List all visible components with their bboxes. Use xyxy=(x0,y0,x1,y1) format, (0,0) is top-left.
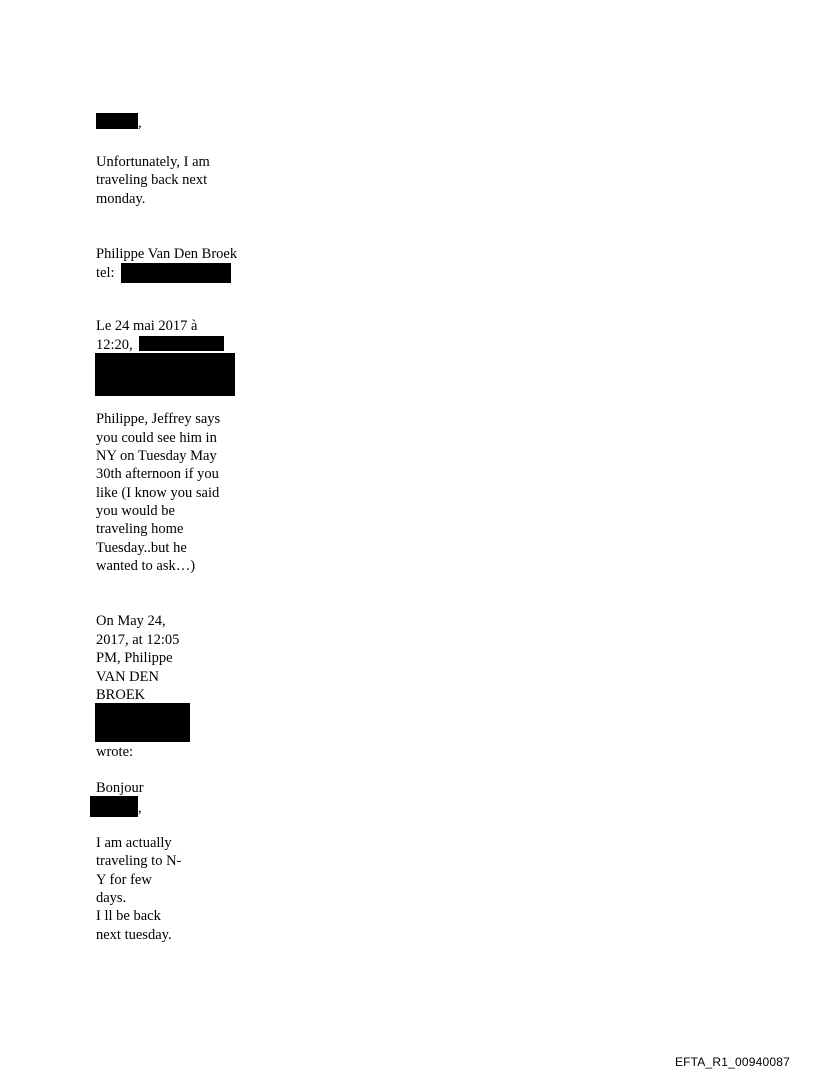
greeting-suffix: , xyxy=(138,115,142,131)
quote2-header-line: BROEK xyxy=(96,687,146,703)
quote1-line: wanted to ask…) xyxy=(96,558,196,574)
quote1-line: you would be xyxy=(96,503,175,519)
quote2-salutation: Bonjour xyxy=(96,780,144,796)
quote1-line: traveling home xyxy=(96,521,184,537)
quote1-line: like (I know you said xyxy=(96,485,220,501)
quote2-line: next tuesday. xyxy=(96,927,172,943)
redaction-sender-email-2 xyxy=(95,703,190,742)
signature-name: Philippe Van Den Broek xyxy=(96,246,238,262)
quote1-line: 30th afternoon if you xyxy=(96,466,219,482)
quote1-line: Tuesday..but he xyxy=(96,540,187,556)
quote1-line: Philippe, Jeffrey says xyxy=(96,411,221,427)
quote2-header-line: VAN DEN xyxy=(96,669,159,685)
redaction-sender-name xyxy=(139,336,224,351)
quote2-line: traveling to N- xyxy=(96,853,182,869)
document-id: EFTA_R1_00940087 xyxy=(674,1055,790,1069)
quote1-line: NY on Tuesday May xyxy=(96,448,217,464)
reply-line: Unfortunately, I am xyxy=(96,154,210,170)
quote1-header-line: Le 24 mai 2017 à xyxy=(96,318,198,334)
quote2-header-line: On May 24, xyxy=(96,613,166,629)
quote2-wrote: wrote: xyxy=(96,744,134,760)
redaction-greeting-name xyxy=(96,113,138,129)
redaction-salutation-name xyxy=(90,796,138,817)
quote2-salutation-suffix: , xyxy=(138,800,142,816)
reply-line: monday. xyxy=(96,191,146,207)
quote2-line: Y for few xyxy=(96,872,152,888)
quote2-header-line: PM, Philippe xyxy=(96,650,173,666)
redaction-phone xyxy=(121,263,231,283)
quote2-line: days. xyxy=(96,890,127,906)
reply-line: traveling back next xyxy=(96,172,208,188)
quote2-line: I ll be back xyxy=(96,908,161,924)
quote2-line: I am actually xyxy=(96,835,172,851)
signature-tel-label: tel: xyxy=(96,265,115,281)
quote1-header-line: 12:20, xyxy=(96,337,133,353)
redaction-sender-email xyxy=(95,353,235,396)
quote1-line: you could see him in xyxy=(96,430,217,446)
quote2-header-line: 2017, at 12:05 xyxy=(96,632,180,648)
